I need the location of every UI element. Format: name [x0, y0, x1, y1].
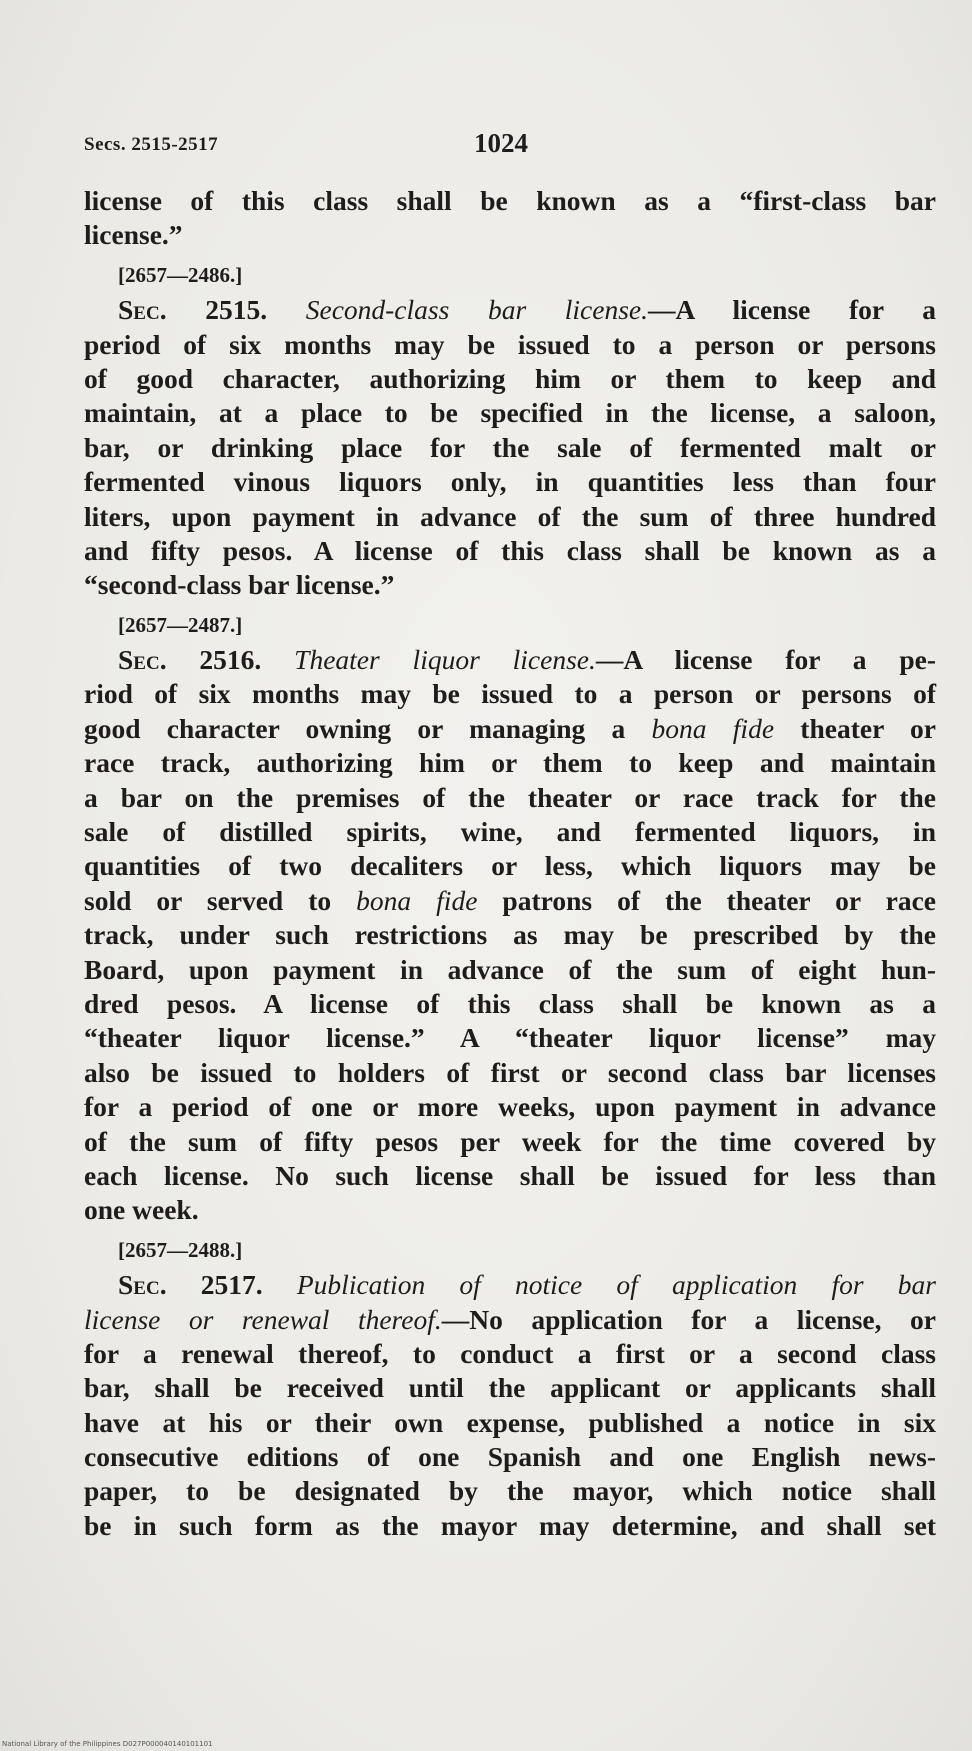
section-number: 2516. — [166, 644, 295, 676]
text-fragment: patrons of the theater or race — [477, 884, 936, 916]
text-line: quantities of two decaliters or less, which liquors may be — [84, 850, 936, 882]
text-line: a bar on the premises of the theater or race track for the — [84, 781, 936, 813]
text-line: each license. No such license shall be issued for less than — [84, 1159, 936, 1191]
section-number: 2515. — [166, 294, 306, 326]
text-line: period of six months may be issued to a person or persons — [84, 328, 936, 360]
text-line: bar, shall be received until the applicant or applicants shall — [84, 1372, 936, 1404]
text-line: fermented vinous liquors only, in quantities less than four — [84, 466, 936, 498]
text-line: consecutive editions of one Spanish and one English news- — [84, 1441, 936, 1473]
text-line: dred pesos. A license of this class shall be known as a — [84, 987, 936, 1019]
text-fragment: good character owning or managing a — [84, 712, 652, 744]
text-line: one week. — [84, 1194, 199, 1226]
section-label: Sec. — [118, 1269, 167, 1301]
section-2515-heading-line — [84, 293, 936, 327]
text-line: and fifty pesos. A license of this class shall be known as a — [84, 534, 936, 566]
text-fragment: —A license for a — [648, 294, 937, 326]
source-reference: [2657—2488.] — [118, 1237, 243, 1262]
text-line: also be issued to holders of first or second class bar licenses — [84, 1056, 936, 1088]
text-line: for a renewal thereof, to conduct a first or a second class — [84, 1337, 936, 1369]
text-line: riod of six months may be issued to a person or persons of — [84, 678, 936, 710]
section-number: 2517. — [166, 1269, 297, 1301]
italic-phrase: bona fide — [356, 884, 478, 916]
text-line: for a period of one or more weeks, upon payment in advance — [84, 1091, 936, 1123]
section-range: Secs. 2515-2517 — [84, 134, 219, 155]
text-line: bar, or drinking place for the sale of fermented malt or — [84, 431, 936, 463]
text-fragment: sold or served to — [84, 884, 357, 916]
text-line: “theater liquor license.” A “theater liquor license” may — [84, 1022, 936, 1054]
section-2517-heading-line — [84, 1268, 936, 1302]
text-line: Board, upon payment in advance of the sum of eight hun- — [84, 953, 936, 985]
section-title: license or renewal thereof. — [84, 1303, 442, 1335]
text-line — [84, 884, 936, 918]
text-line: license.” — [84, 219, 183, 251]
page-body — [84, 184, 936, 1543]
page-header — [84, 128, 936, 158]
text-line: license of this class shall be known as a “first-class bar — [84, 185, 936, 216]
scan-credit: National Library of the Philippines D027P000040140101101 — [2, 1740, 213, 1748]
text-fragment: theater or — [774, 712, 936, 744]
text-line: race track, authorizing him or them to keep and maintain — [84, 747, 936, 779]
page-number: 1024 — [474, 128, 528, 158]
source-reference: [2657—2486.] — [118, 262, 243, 287]
text-line — [84, 712, 936, 746]
text-line: of good character, authorizing him or them to keep and — [84, 362, 936, 394]
text-fragment: —No application for a license, or — [441, 1303, 936, 1335]
section-title: Publication of notice of application for bar — [296, 1269, 936, 1301]
text-line: paper, to be designated by the mayor, which notice shall — [84, 1475, 936, 1507]
source-reference: [2657—2487.] — [118, 612, 243, 637]
section-label: Sec. — [118, 294, 167, 326]
text-line: of the sum of fifty pesos per week for the time covered by — [84, 1125, 936, 1157]
text-line: have at his or their own expense, published a notice in six — [84, 1406, 936, 1438]
section-title: Second-class bar license. — [305, 294, 648, 326]
text-line: liters, upon payment in advance of the sum of three hundred — [84, 500, 936, 532]
section-label: Sec. — [118, 644, 167, 676]
text-line: be in such form as the mayor may determine, and shall set — [84, 1509, 936, 1541]
text-line — [84, 1303, 936, 1337]
text-line: track, under such restrictions as may be prescribed by the — [84, 919, 936, 951]
italic-phrase: bona fide — [651, 712, 775, 744]
text-line: “second-class bar license.” — [84, 569, 395, 601]
section-2516-heading-line — [84, 643, 936, 677]
text-fragment: —A license for a pe- — [595, 644, 937, 676]
text-line: sale of distilled spirits, wine, and fermented liquors, in — [84, 816, 936, 848]
section-title: Theater liquor license. — [294, 644, 596, 676]
text-line: maintain, at a place to be specified in the license, a saloon, — [84, 397, 936, 429]
